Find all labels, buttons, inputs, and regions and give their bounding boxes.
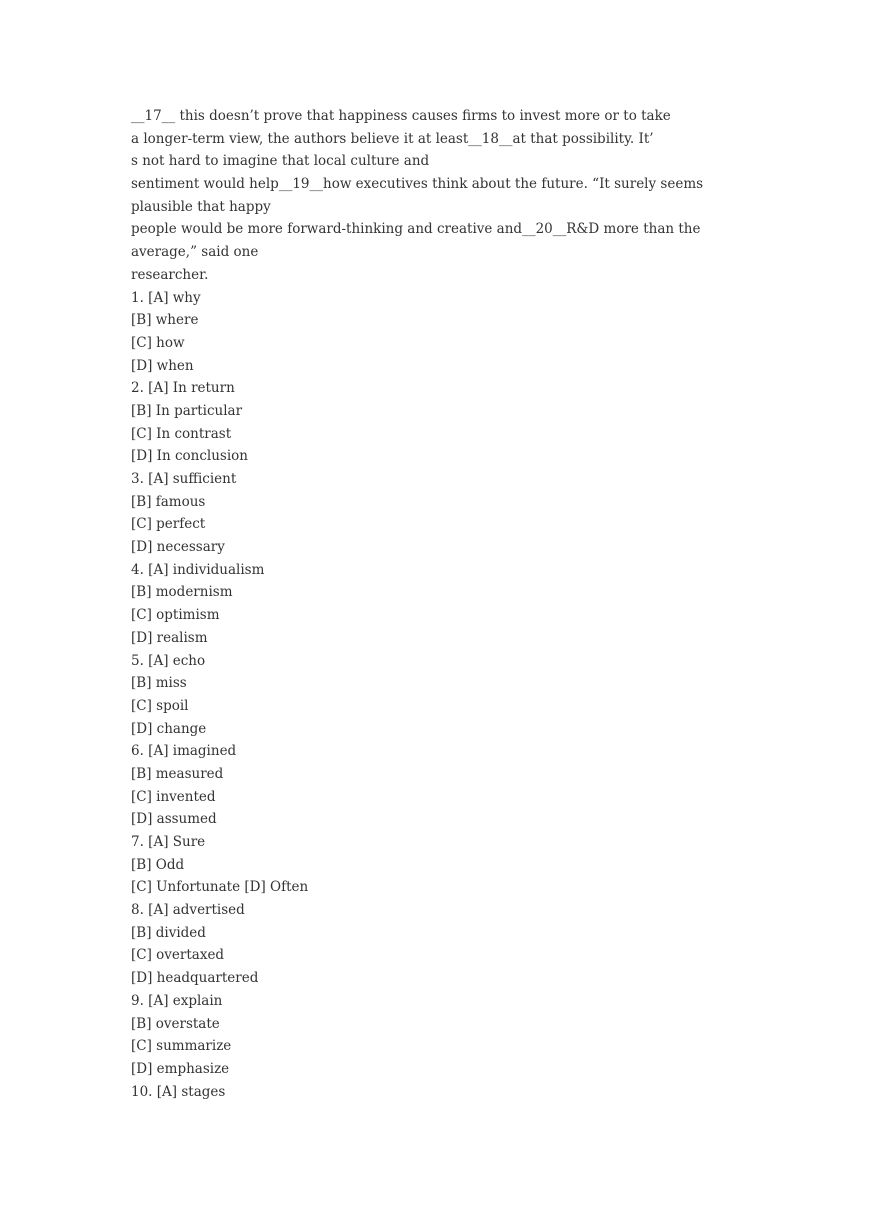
passage-line: s not hard to imagine that local culture and — [131, 153, 430, 170]
question-option: [D] emphasize — [131, 1060, 230, 1077]
question-option: [C] invented — [131, 788, 216, 805]
question-option: [C] spoil — [131, 697, 189, 714]
question-option: [C] optimism — [131, 607, 220, 624]
question-option: [C] how — [131, 334, 185, 351]
question-option: [D] realism — [131, 629, 208, 646]
question-option: [D] necessary — [131, 539, 225, 556]
question-option: [B] measured — [131, 765, 224, 782]
passage-line: people would be more forward-thinking and creative and__20__R&D more than the — [131, 221, 701, 238]
question-line: 1. [A] why — [131, 289, 201, 306]
question-option: [B] modernism — [131, 584, 233, 601]
passage-line: average,” said one — [131, 244, 259, 261]
question-option: [B] miss — [131, 675, 187, 692]
question-option: [D] change — [131, 720, 207, 737]
question-option: [B] In particular — [131, 402, 243, 419]
question-option: [C] perfect — [131, 516, 206, 533]
passage-text — [131, 105, 741, 287]
passage-line: a longer-term view, the authors believe it at least__18__at that possibility. It’ — [131, 130, 654, 147]
question-option: [D] In conclusion — [131, 448, 248, 465]
question-option: [C] In contrast — [131, 425, 232, 442]
question-option: [B] where — [131, 312, 199, 329]
question-line: 5. [A] echo — [131, 652, 206, 669]
passage-line: __17__ this doesn’t prove that happiness causes firms to invest more or to take — [131, 108, 671, 124]
passage-line: sentiment would help__19__how executives think about the future. “It surely seems — [131, 176, 704, 193]
question-option: [B] famous — [131, 493, 206, 510]
question-line: 4. [A] individualism — [131, 561, 265, 578]
question-option: [D] assumed — [131, 811, 217, 828]
document-page — [131, 105, 741, 1103]
question-line: 10. [A] stages — [131, 1083, 226, 1100]
question-line: 7. [A] Sure — [131, 834, 206, 850]
passage-line: researcher. — [131, 266, 209, 283]
question-list — [131, 287, 741, 1104]
question-option: [B] Odd — [131, 856, 185, 873]
question-option: [B] overstate — [131, 1015, 220, 1032]
question-option: [C] summarize — [131, 1038, 232, 1055]
question-option: [D] when — [131, 357, 194, 374]
question-option: [B] divided — [131, 924, 206, 941]
question-line: 9. [A] explain — [131, 992, 223, 1009]
question-line: 6. [A] imagined — [131, 743, 237, 760]
question-option: [C] overtaxed — [131, 947, 225, 964]
question-line: 8. [A] advertised — [131, 902, 245, 919]
question-line: 2. [A] In return — [131, 380, 235, 397]
passage-line: plausible that happy — [131, 198, 271, 215]
question-option: [C] Unfortunate [D] Often — [131, 879, 309, 896]
question-option: [D] headquartered — [131, 970, 259, 987]
question-line: 3. [A] sufficient — [131, 471, 237, 487]
